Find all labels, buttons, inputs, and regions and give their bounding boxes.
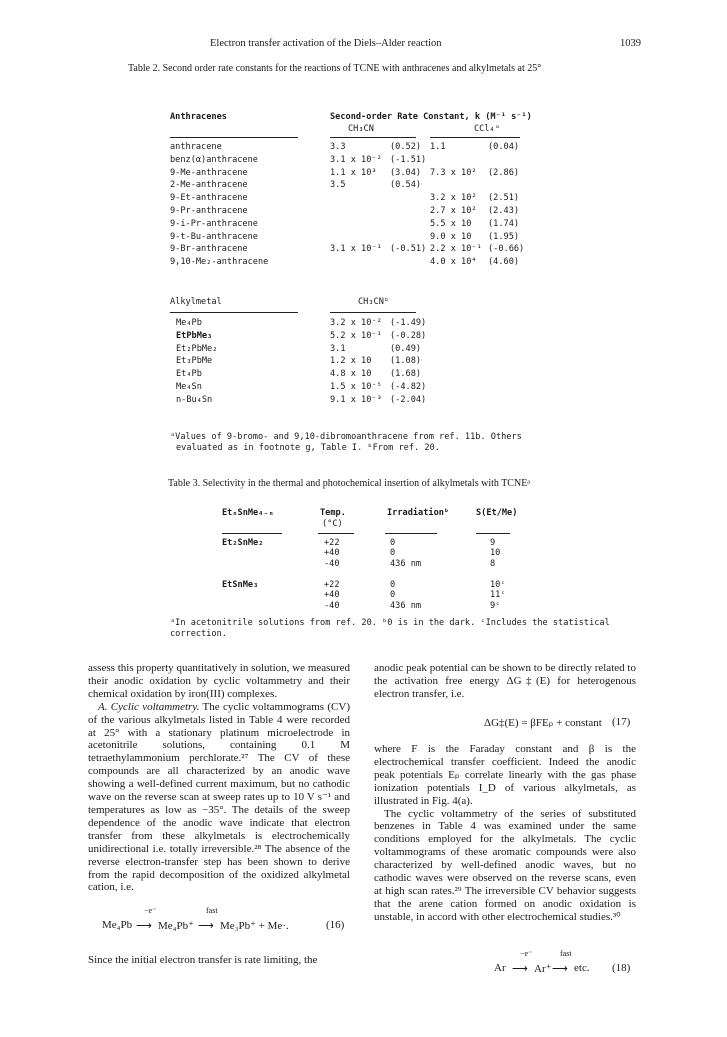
table2-col-header-rate: Second-order Rate Constant, k (M⁻¹ s⁻¹) <box>330 112 532 122</box>
eq18-lhs: Ar <box>494 962 506 974</box>
table3-header-irradiation: Irradiationᵇ <box>387 508 450 518</box>
table3-selectivity: 10ᶜ <box>490 580 506 590</box>
table2-alkylmetal-name: Et₄Pb <box>176 369 202 380</box>
table3-temp: +40 <box>324 548 340 559</box>
table2-alkylmetal-k: 1.5 x 10⁻⁵ <box>330 382 382 392</box>
table2-cell-logk-ch3cn: (3.04) <box>390 167 422 178</box>
eq17-text: ΔG‡(E) = βFEₚ + constant <box>484 717 602 729</box>
table2-alkylmetal-name: Et₃PbMe <box>176 356 213 367</box>
table3-selectivity: 9 <box>490 538 496 548</box>
table2-cell-logk-ccl4: (1.74) <box>488 218 520 229</box>
table2-alkylmetal-logk: (1.08) <box>390 356 422 367</box>
table2-alkylmetal-logk: (-0.28) <box>390 330 427 341</box>
table2-rule <box>330 137 416 138</box>
table3-selectivity: 11ᶜ <box>490 590 506 601</box>
eq18-mid: Ar⁺ <box>534 963 552 975</box>
table2-row-name: 9-Pr-anthracene <box>170 206 248 216</box>
table2-rule <box>170 312 298 313</box>
table2-cell-logk-ccl4: (4.60) <box>488 257 520 268</box>
table2-alkylmetal-k: 5.2 x 10⁻¹ <box>330 330 382 341</box>
page-number: 1039 <box>620 38 641 49</box>
table3-rule <box>385 533 437 534</box>
table2-alkylmetal-k: 3.2 x 10⁻² <box>330 318 382 328</box>
table2-cell-k-ch3cn: 3.3 <box>330 142 346 152</box>
table3-temp: -40 <box>324 600 340 611</box>
section-heading: A. Cyclic voltammetry. <box>98 700 200 713</box>
table2-alkylmetal-logk: (0.49) <box>390 343 422 354</box>
eq18-rhs: etc. <box>574 962 590 974</box>
table2-alkylmetal-subhead: CH₃CNᵇ <box>358 297 390 307</box>
equation-18 <box>374 948 636 978</box>
eq16-rhs: Me₃Pb⁺ + Me·. <box>220 920 289 932</box>
table2-row-name: anthracene <box>170 142 222 152</box>
table3-header-selectivity: S(Et/Me) <box>476 508 518 518</box>
paragraph: The cyclic voltammetry of the series of substituted benzenes in Table 4 was examined under the same conditions employed for the alkylmetals. The cyclic voltammograms of these aromatic compounds were also characterized by well-defined anodic waves, but no cathodic waves were observed on the reverse scans, even at high scan rates.²⁹ The irreversible CV behavior suggests that the arene cation formed on anodic oxidation is unstable, in accord with other electrochemical studies.³⁰ <box>374 807 636 923</box>
table2-cell-k-ccl4: 2.7 x 10² <box>430 206 477 216</box>
table3-irradiation: 436 nm <box>390 600 422 611</box>
table3-irradiation: 0 <box>390 538 396 548</box>
table2-row-name: benz(α)anthracene <box>170 154 258 165</box>
table3-temp: +40 <box>324 590 340 601</box>
table2-cell-logk-ch3cn: (0.54) <box>390 180 422 191</box>
body-left-column <box>88 662 350 894</box>
table3-rule <box>222 533 282 534</box>
table2-alkylmetal-k: 1.2 x 10 <box>330 356 372 367</box>
table2-cell-k-ch3cn: 1.1 x 10³ <box>330 167 377 178</box>
table3-temp: +22 <box>324 580 340 590</box>
table2-cell-logk-ccl4: (2.86) <box>488 167 520 178</box>
eq16-arrow2-label: fast <box>206 906 218 915</box>
table2-row-name: 2-Me-anthracene <box>170 180 248 191</box>
table3-header-compound: EtₙSnMe₄₋ₙ <box>222 508 274 518</box>
eq18-arrow2: ⟶ <box>552 963 568 975</box>
table2-cell-k-ccl4: 5.5 x 10 <box>430 218 472 229</box>
table2-cell-k-ccl4: 3.2 x 10² <box>430 193 477 204</box>
table3-selectivity: 9ᶜ <box>490 600 501 611</box>
table2-cell-k-ch3cn: 3.1 x 10⁻² <box>330 154 382 165</box>
table3-selectivity: 8 <box>490 558 496 569</box>
table2-subhead-ch3cn: CH₃CN <box>348 124 374 134</box>
table2-cell-logk-ccl4: (2.43) <box>488 206 520 216</box>
table3-irradiation: 436 nm <box>390 558 422 569</box>
table3-selectivity: 10 <box>490 548 501 559</box>
table2-footnote: ᵃValues of 9-bromo- and 9,10-dibromoanthracene from ref. 11b. Others <box>170 432 522 442</box>
eq18-arrow1-label: −e⁻ <box>520 949 533 958</box>
table2-cell-logk-ccl4: (2.51) <box>488 193 520 204</box>
paragraph: anodic peak potential can be shown to be directly related to the activation free energy ΔG‡(E) for heterogenous electron transfer, i.e. <box>374 662 636 700</box>
table3-compound: EtSnMe₃ <box>222 580 259 590</box>
table2-cell-k-ch3cn: 3.5 <box>330 180 346 191</box>
paragraph: where F is the Faraday constant and β is the electrochemical transfer coefficient. Indeed the anodic peak potentials Eₚ correlate linearly with the gas phase ionization potentials I_D of various alkylmetals, as illustrated in Fig. 4(a). <box>374 743 636 807</box>
table3-irradiation: 0 <box>390 548 396 559</box>
paragraph: Since the initial electron transfer is rate limiting, the <box>88 954 318 966</box>
table2-row-name: 9,10-Me₂-anthracene <box>170 257 269 268</box>
table2-row-name: 9-Et-anthracene <box>170 193 248 204</box>
table2-row-name: 9-i-Pr-anthracene <box>170 218 258 229</box>
table2-cell-logk-ch3cn: (0.52) <box>390 142 422 152</box>
table2-cell-k-ccl4: 4.0 x 10⁴ <box>430 257 477 268</box>
body-right-column <box>374 743 636 924</box>
table3-footnote: correction. <box>170 629 227 639</box>
table2-alkylmetal-name: Me₄Pb <box>176 318 202 328</box>
table3-temp: +22 <box>324 538 340 548</box>
table3-temp: -40 <box>324 558 340 569</box>
table3-compound: Et₂SnMe₂ <box>222 538 264 548</box>
table2-alkylmetal-name: Me₄Sn <box>176 382 202 392</box>
table2-cell-logk-ccl4: (1.95) <box>488 231 520 242</box>
table2-alkylmetal-logk: (-4.82) <box>390 382 427 392</box>
table2-footnote: evaluated as in footnote g, Table I. ᵇFrom ref. 20. <box>176 443 440 453</box>
table3-caption: Table 3. Selectivity in the thermal and photochemical insertion of alkylmetals with TCNEᵃ <box>168 478 531 489</box>
eq16-arrow2: ⟶ <box>198 920 214 932</box>
table2-row-name: 9-t-Bu-anthracene <box>170 231 258 242</box>
table2-cell-logk-ch3cn: (-0.51) <box>390 244 427 255</box>
table2-alkylmetal-k: 4.8 x 10 <box>330 369 372 380</box>
table2-cell-k-ccl4: 1.1 <box>430 142 446 152</box>
table2-row-name: 9-Br-anthracene <box>170 244 248 255</box>
table2-alkylmetal-name: EtPbMe₃ <box>176 330 213 341</box>
eq16-arrow1-label: −e⁻ <box>144 906 157 915</box>
table2-alkylmetal-name: Et₂PbMe₂ <box>176 343 218 354</box>
eq16-arrow1: ⟶ <box>136 920 152 932</box>
eq17-number: (17) <box>612 716 631 728</box>
table2-alkylmetal-k: 3.1 <box>330 343 346 354</box>
table3-footnote: ᵃIn acetonitrile solutions from ref. 20. ᵇ0 is in the dark. ᶜIncludes the statistical <box>170 618 610 628</box>
table2-cell-logk-ch3cn: (-1.51) <box>390 154 427 165</box>
table2-alkylmetal-logk: (-2.04) <box>390 394 427 405</box>
table2-rule <box>430 137 520 138</box>
eq18-arrow2-label: fast <box>560 949 572 958</box>
eq16-mid: Me₄Pb⁺ <box>158 920 194 932</box>
paragraph: assess this property quantitatively in solution, we measured their anodic oxidation by cyclic voltammetry and their chemical oxidation by iron(III) complexes. <box>88 662 350 700</box>
table2-alkylmetal-logk: (1.68) <box>390 369 422 380</box>
table2-col-header-anthracenes: Anthracenes <box>170 112 227 122</box>
table3-rule <box>318 533 354 534</box>
table2-cell-k-ccl4: 2.2 x 10⁻¹ <box>430 244 482 255</box>
table2-row-name: 9-Me-anthracene <box>170 167 248 178</box>
table3-irradiation: 0 <box>390 580 396 590</box>
table3-header-temp-unit: (°C) <box>322 519 343 529</box>
table2-cell-logk-ccl4: (-0.66) <box>488 244 525 255</box>
table2-cell-k-ccl4: 7.3 x 10² <box>430 167 477 178</box>
table2-alkylmetal-header: Alkylmetal <box>170 297 222 307</box>
eq18-arrow1: ⟶ <box>512 963 528 975</box>
running-title: Electron transfer activation of the Diels–Alder reaction <box>210 38 442 49</box>
table3-header-temp: Temp. <box>320 508 346 518</box>
table2-rule <box>330 312 416 313</box>
table3-rule <box>476 533 510 534</box>
equation-17 <box>374 716 636 732</box>
eq18-number: (18) <box>612 962 631 974</box>
table2-alkylmetal-k: 9.1 x 10⁻³ <box>330 394 382 405</box>
table2-cell-k-ch3cn: 3.1 x 10⁻¹ <box>330 244 382 255</box>
table2-subhead-ccl4: CCl₄ᵃ <box>474 124 500 134</box>
equation-16 <box>88 905 350 935</box>
table2-alkylmetal-name: n-Bu₄Sn <box>176 394 213 405</box>
table3-irradiation: 0 <box>390 590 396 601</box>
eq16-lhs: Me₄Pb <box>102 919 133 931</box>
table2-cell-logk-ccl4: (0.04) <box>488 142 520 152</box>
table2-rule <box>170 137 298 138</box>
table2-alkylmetal-logk: (-1.49) <box>390 318 427 328</box>
table2-cell-k-ccl4: 9.0 x 10 <box>430 231 472 242</box>
paragraph-text: The cyclic voltammograms (CV) of the various alkylmetals listed in Table 4 were recorded at 25° with a stationary platinum microelectrode in acetonitrile solutions, containing 0.1 M tetraethylammonium perchlorate.²⁷ The CV of these compounds are all characterized by an anodic wave showing a well-defined current maximum, but no cathodic wave on the reverse scan at sweep rates up to 10 V s⁻¹ and temperatures as low as −35°. The details of the sweep dependence of the anodic wave indicate that electron transfer from these alkylmetals is electrochemically unidirectional i.e. totally irreversible.²⁸ The absence of the reverse electron-transfer step has been shown to derive from the rapid decomposition of the oxidized alkylmetal cation, i.e. <box>88 700 350 894</box>
paragraph <box>88 701 350 895</box>
eq16-number: (16) <box>326 919 345 931</box>
table2-caption: Table 2. Second order rate constants for the reactions of TCNE with anthracenes and alkylmetals at 25° <box>128 63 542 74</box>
